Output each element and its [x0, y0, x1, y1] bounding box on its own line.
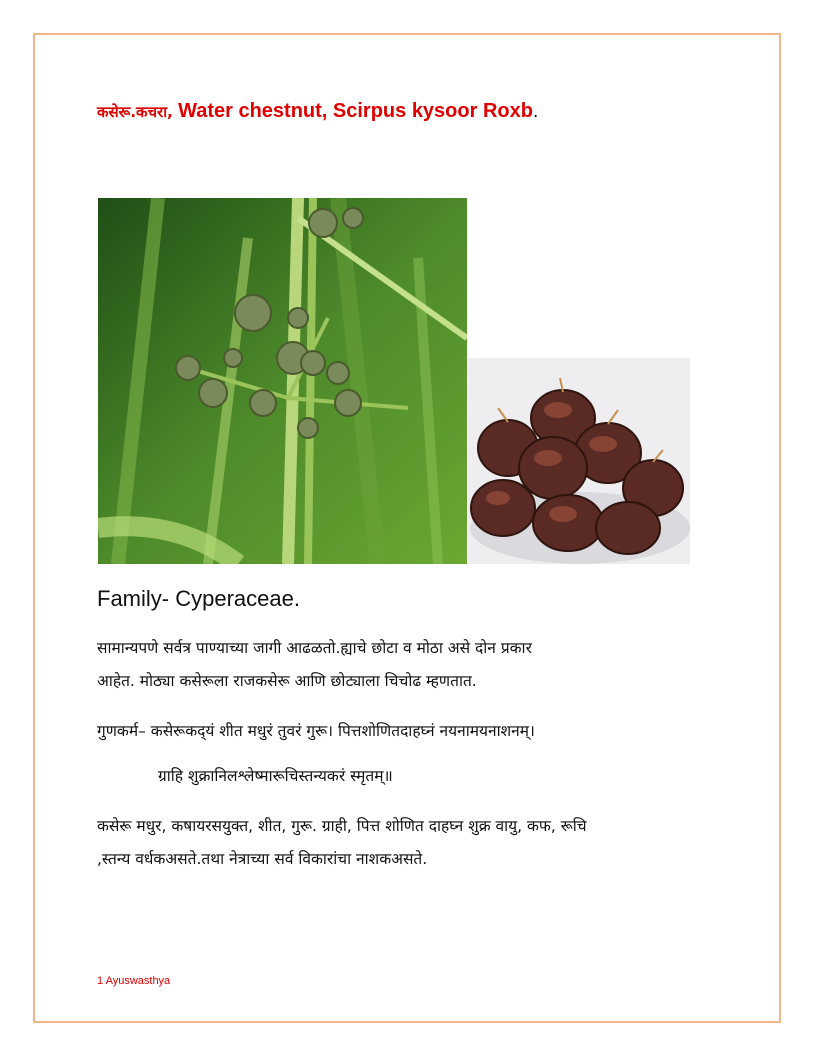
intro-line-1: सामान्यपणे सर्वत्र पाण्याच्या जागी आढळतो.ह्याचे छोटा व मोठा असे दोन प्रकार — [97, 639, 532, 657]
gunakarma-shloka-1: कसेरूकद्‍यं शीत मधुरं तुवरं गुरू। पित्तशोणितदाहघ्नं नयनामयनाशनम्। — [145, 722, 535, 740]
water-chestnut-illustration — [468, 358, 690, 564]
title-english: Water chestnut, Scirpus kysoor Roxb — [178, 100, 533, 122]
gunakarma-label: गुणकर्म– — [97, 722, 146, 740]
intro-line-2: आहेत. मोठ्या कसेरूला राजकसेरू आणि छोट्याला चिचोढ म्हणतात. — [97, 672, 477, 690]
plant-photo — [98, 198, 467, 564]
summary-line-2: ,स्तन्य वर्धकअसते.तथा नेत्राच्या सर्व विकारांचा नाशकअसते. — [97, 850, 428, 868]
gunakarma-shloka-2: ग्राहि शुक्रानिलश्लेष्मारूचिस्तन्यकरं स्मृतम्॥ — [158, 767, 393, 785]
water-chestnut-photo — [468, 358, 690, 564]
gunakarma-line — [97, 715, 535, 748]
family-heading: Family- Cyperaceae. — [97, 586, 300, 611]
title-period: . — [532, 101, 539, 122]
title-marathi: कसेरू.कचरा, — [97, 103, 173, 121]
page-title — [97, 100, 538, 123]
page-footer: 1 Ayuswasthya — [97, 975, 171, 987]
intro-paragraph — [97, 632, 532, 698]
summary-paragraph — [97, 810, 587, 876]
plant-illustration — [98, 198, 467, 564]
summary-line-1: कसेरू मधुर, कषायरसयुक्त, शीत, गुरू. ग्राही, पित्त शोणित दाहघ्न शुक्र वायु, कफ, रूचि — [97, 817, 587, 835]
